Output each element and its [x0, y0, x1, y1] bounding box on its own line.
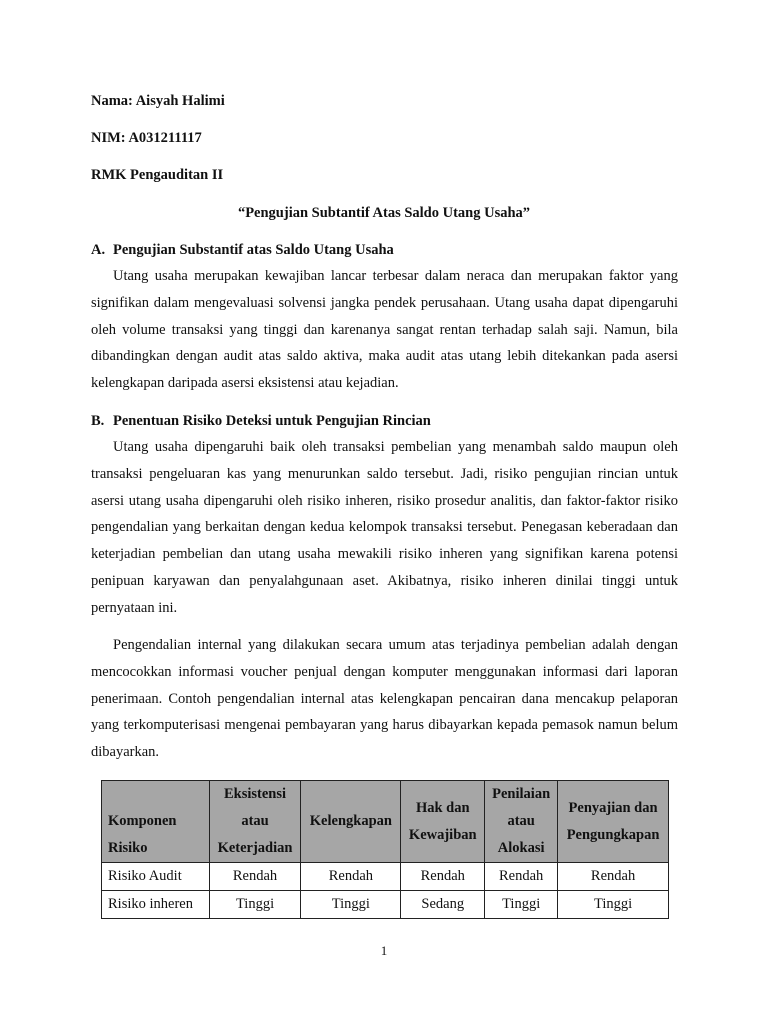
section-b-letter: B.	[91, 413, 105, 429]
table-cell: Tinggi	[209, 891, 301, 919]
section-a-paragraph-1: Utang usaha merupakan kewajiban lancar terbesar dalam neraca dan merupakan faktor yang signifikan dalam mengevaluasi solvensi jangka pendek perusahaan. Utang usaha dapat dipengaruhi oleh volume transaksi yang tinggi dan karenanya sangat rentan terhadap salah saji. Namun, bila dibandingkan dengan audit atas saldo aktiva, maka audit atas utang lebih ditekankan pada asersi kelengkapan daripada asersi eksistensi atau kejadian.	[91, 268, 678, 392]
table-cell: Tinggi	[485, 891, 558, 919]
table-header-cell: Komponen Risiko	[102, 781, 210, 863]
section-a-title: Pengujian Substantif atas Saldo Utang Usaha	[113, 242, 394, 258]
section-a-heading	[91, 242, 394, 259]
table-cell: Rendah	[209, 863, 301, 891]
table-cell: Rendah	[301, 863, 401, 891]
table-cell: Tinggi	[301, 891, 401, 919]
table-header-row	[102, 781, 669, 863]
table-cell: Risiko Audit	[102, 863, 210, 891]
table-header-cell: Penilaian atau Alokasi	[485, 781, 558, 863]
table-cell: Rendah	[401, 863, 485, 891]
section-b-heading	[91, 413, 431, 430]
table-cell: Tinggi	[558, 891, 669, 919]
risk-table	[101, 780, 669, 919]
table-cell: Rendah	[485, 863, 558, 891]
header-name: Nama: Aisyah Halimi	[91, 93, 225, 109]
table-cell: Rendah	[558, 863, 669, 891]
section-b-title: Penentuan Risiko Deteksi untuk Pengujian Rincian	[113, 413, 431, 429]
section-b-paragraph-2: Pengendalian internal yang dilakukan secara umum atas terjadinya pembelian adalah dengan mencocokkan informasi voucher penjual dengan komputer menggunakan informasi dari laporan penerimaan. Contoh pengendalian internal atas kelengkapan pencairan dana mencakup pelaporan yang terkomputerisasi mengenai pembayaran yang harus dibayarkan kepada pemasok namun belum dibayarkan.	[91, 637, 678, 761]
table-cell: Sedang	[401, 891, 485, 919]
header-nim: NIM: A031211117	[91, 130, 202, 146]
table-header-cell: Eksistensi atau Keterjadian	[209, 781, 301, 863]
table-row	[102, 863, 669, 891]
section-a-letter: A.	[91, 242, 106, 258]
page-number: 1	[380, 943, 388, 958]
table-cell: Risiko inheren	[102, 891, 210, 919]
table-header-cell: Hak dan Kewajiban	[401, 781, 485, 863]
section-b-paragraph-1: Utang usaha dipengaruhi baik oleh transaksi pembelian yang menambah saldo maupun oleh transaksi pengeluaran kas yang menurunkan saldo tersebut. Jadi, risiko pengujian rincian untuk asersi utang usaha dipengaruhi oleh risiko inheren, risiko prosedur analitis, dan faktor-faktor risiko pengendalian yang berkaitan dengan kedua kelompok transaksi tersebut. Penegasan keberadaan dan keterjadian pembelian dan utang usaha mewakili risiko inheren yang signifikan karena potensi penipuan karyawan dan penyalahgunaan aset. Akibatnya, risiko inheren dinilai tinggi untuk pernyataan ini.	[91, 439, 678, 616]
table-header-cell: Penyajian dan Pengungkapan	[558, 781, 669, 863]
document-title: “Pengujian Subtantif Atas Saldo Utang Usaha”	[237, 205, 531, 221]
header-course: RMK Pengauditan II	[91, 167, 224, 183]
table-header-cell: Kelengkapan	[301, 781, 401, 863]
table-row	[102, 891, 669, 919]
